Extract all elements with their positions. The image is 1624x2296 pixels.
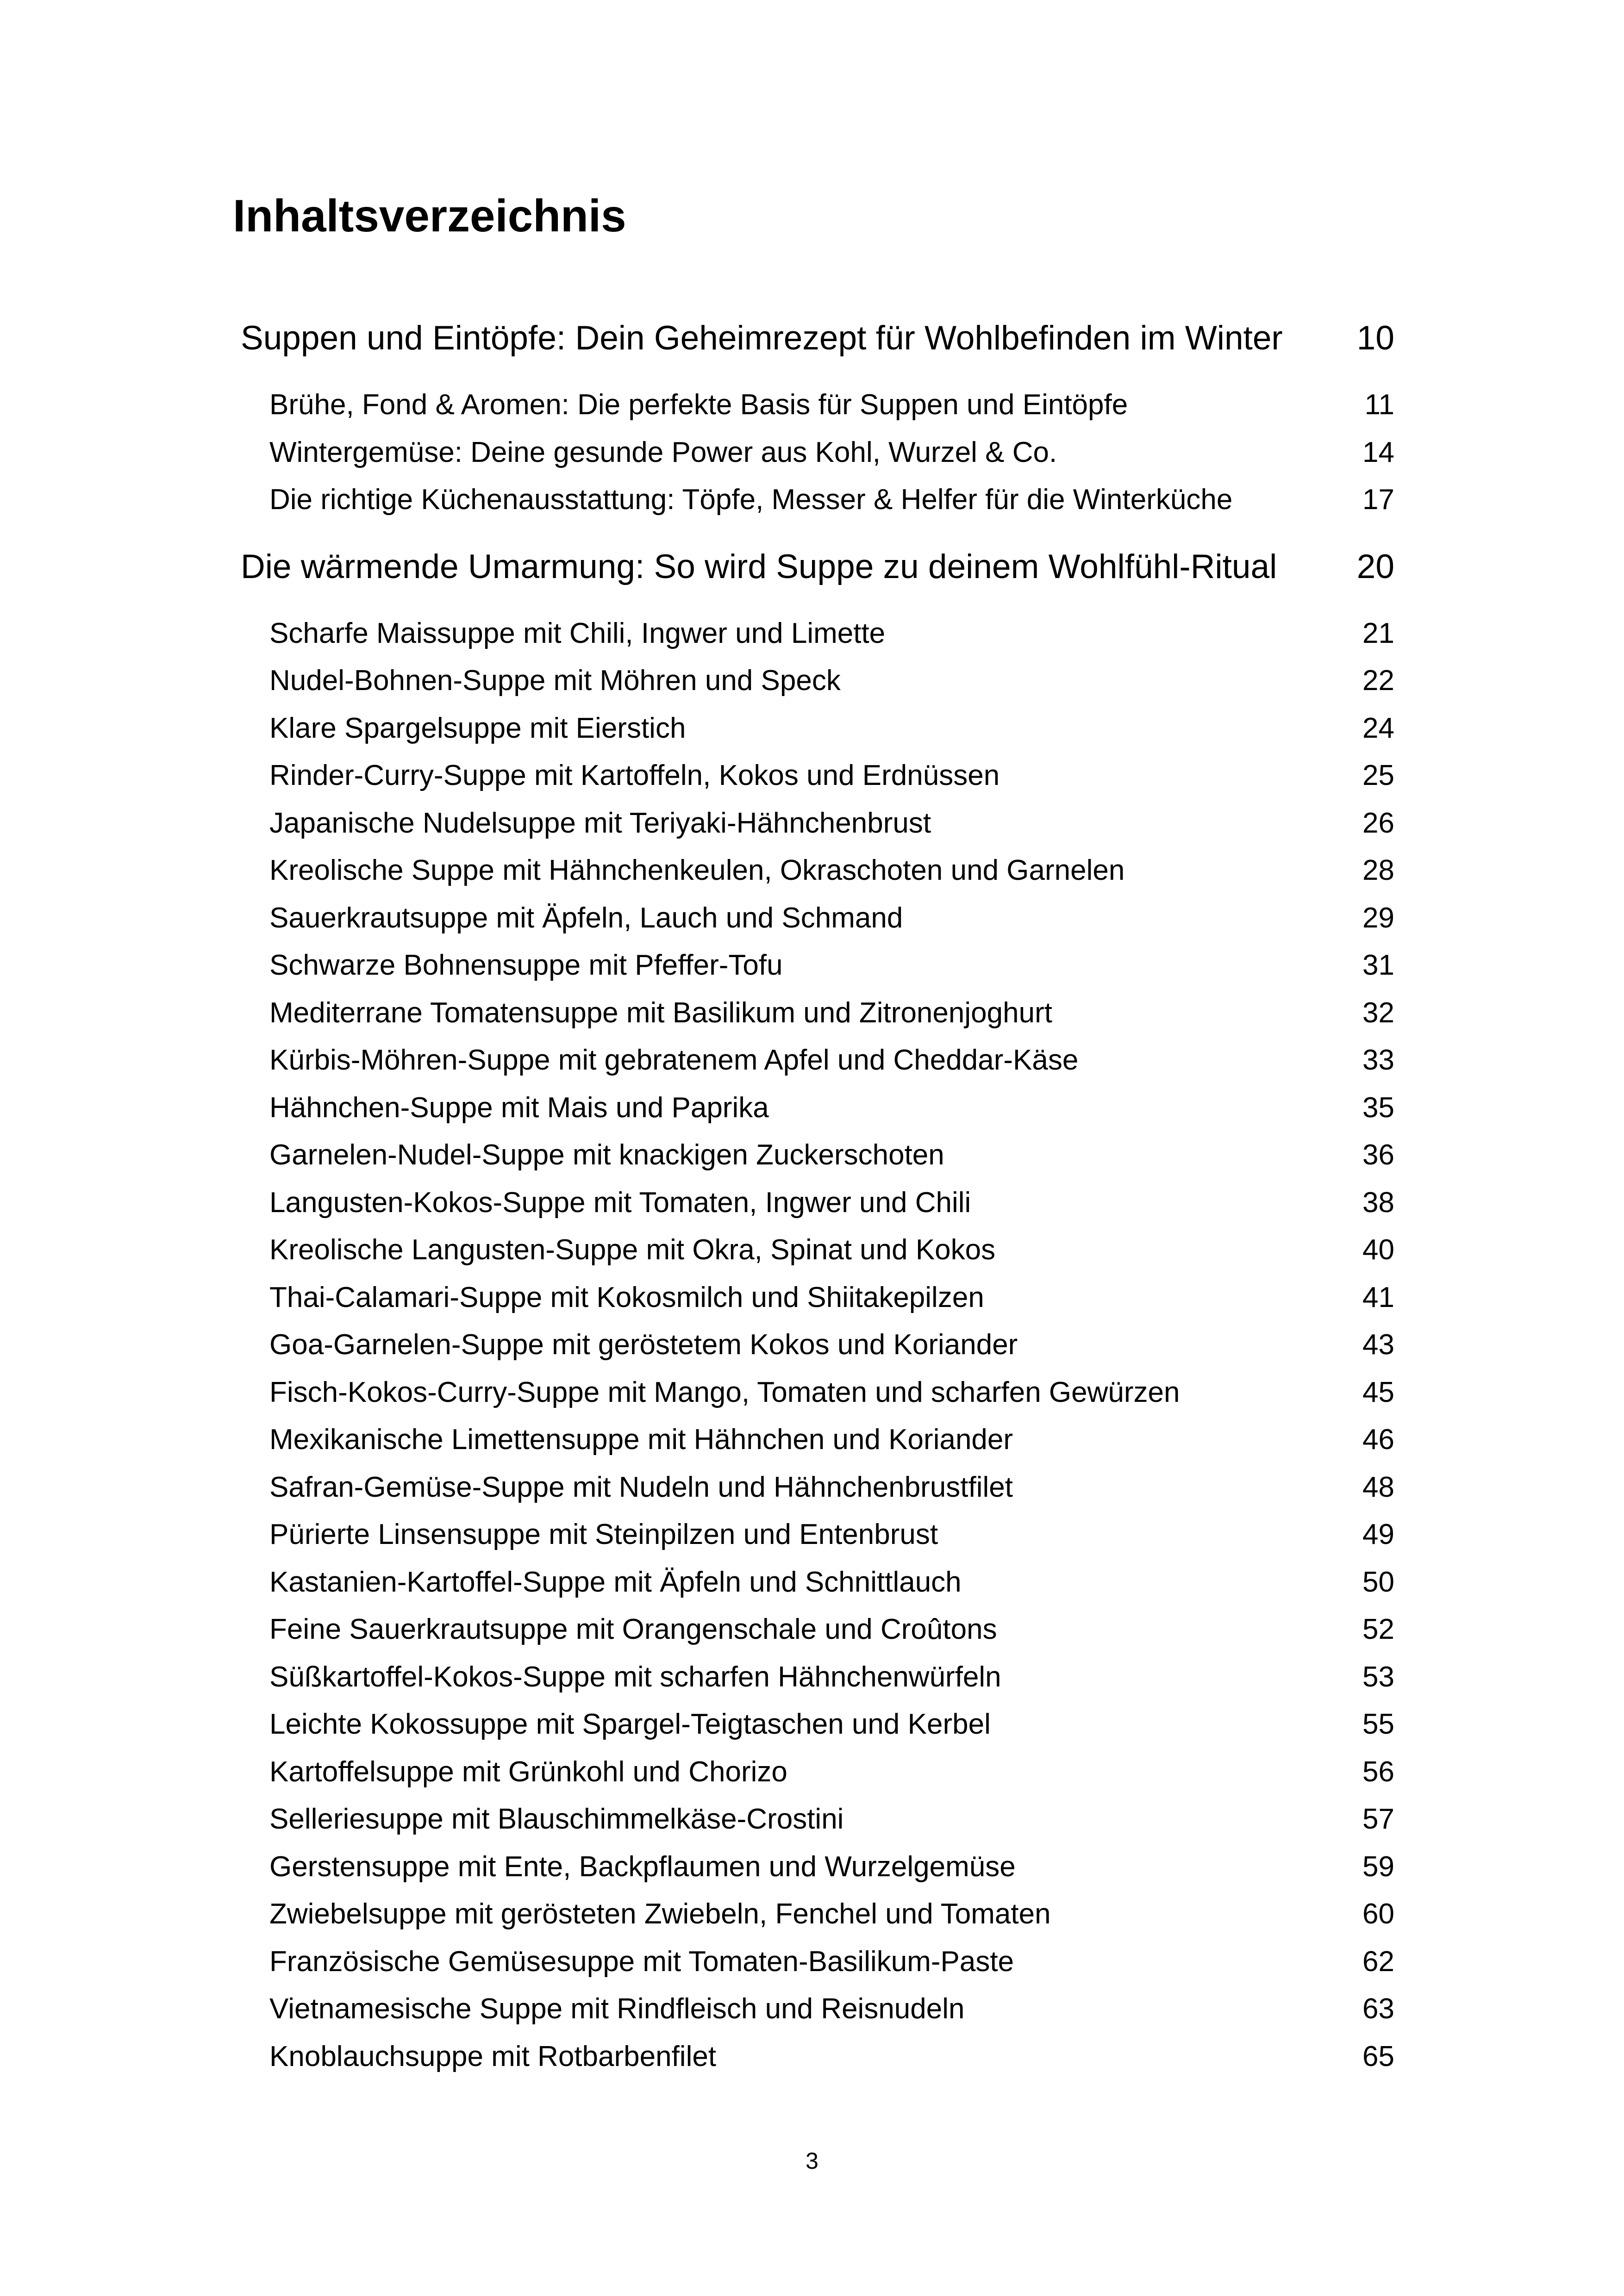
toc-entry[interactable] [241,1985,1394,2033]
toc-entry-page: 31 [1362,949,1394,982]
toc-entry[interactable] [241,1369,1394,1417]
toc-entry-page: 49 [1362,1518,1394,1551]
page-title: Inhaltsverzeichnis [233,190,626,241]
toc-entry-label: Langusten-Kokos-Suppe mit Tomaten, Ingwer und Chili [269,1186,971,1219]
page-number: 3 [806,2148,818,2174]
toc-entry[interactable] [241,1796,1394,1843]
toc-entry-label: Kreolische Suppe mit Hähnchenkeulen, Okraschoten und Garnelen [269,854,1125,887]
toc-entry[interactable] [241,1654,1394,1701]
toc-entry-label: Rinder-Curry-Suppe mit Kartoffeln, Kokos und Erdnüssen [269,759,1000,792]
toc-chapter-page: 20 [1356,548,1394,585]
toc-entry-label: Brühe, Fond & Aromen: Die perfekte Basis für Suppen und Eintöpfe [269,389,1128,421]
table-of-contents [241,295,1394,2080]
toc-entry[interactable] [241,381,1394,429]
toc-chapter[interactable] [241,295,1394,381]
toc-entry[interactable] [241,705,1394,753]
toc-entry-page: 63 [1362,1993,1394,2025]
toc-entry-label: Goa-Garnelen-Suppe mit geröstetem Kokos und Koriander [269,1329,1018,1361]
toc-entry[interactable] [241,1938,1394,1986]
toc-entry[interactable] [241,1606,1394,1654]
toc-entry-label: Mediterrane Tomatensuppe mit Basilikum und Zitronenjoghurt [269,996,1052,1029]
toc-chapter-label: Suppen und Eintöpfe: Dein Geheimrezept für Wohlbefinden im Winter [241,319,1283,357]
toc-entry[interactable] [241,610,1394,658]
toc-entry-page: 50 [1362,1566,1394,1598]
toc-entry-page: 35 [1362,1091,1394,1124]
toc-entry-page: 62 [1362,1945,1394,1978]
toc-entry-label: Französische Gemüsesuppe mit Tomaten-Basilikum-Paste [269,1945,1014,1978]
toc-entry-label: Mexikanische Limettensuppe mit Hähnchen und Koriander [269,1424,1013,1456]
toc-entry-page: 52 [1362,1613,1394,1646]
toc-entry-label: Leichte Kokossuppe mit Spargel-Teigtaschen und Kerbel [269,1708,991,1741]
toc-entry[interactable] [241,476,1394,524]
toc-entry-label: Vietnamesische Suppe mit Rindfleisch und Reisnudeln [269,1993,965,2025]
toc-entry-page: 65 [1362,2040,1394,2072]
toc-entry[interactable] [241,2033,1394,2081]
toc-entry[interactable] [241,657,1394,705]
toc-entry-page: 21 [1362,617,1394,649]
toc-entry[interactable] [241,1274,1394,1322]
toc-entry-label: Kastanien-Kartoffel-Suppe mit Äpfeln und Schnittlauch [269,1566,962,1598]
toc-entry-label: Knoblauchsuppe mit Rotbarbenfilet [269,2040,717,2072]
toc-entry[interactable] [241,1701,1394,1748]
toc-entry-label: Klare Spargelsuppe mit Eierstich [269,712,686,744]
toc-entry-page: 55 [1362,1708,1394,1741]
toc-entry[interactable] [241,942,1394,989]
toc-entry-page: 32 [1362,996,1394,1029]
toc-entry-label: Selleriesuppe mit Blauschimmelkäse-Crostini [269,1803,844,1836]
toc-entry[interactable] [241,1511,1394,1559]
toc-entry-page: 53 [1362,1661,1394,1693]
toc-entry-label: Gerstensuppe mit Ente, Backpflaumen und Wurzelgemüse [269,1850,1016,1883]
toc-entry-page: 36 [1362,1139,1394,1171]
toc-entry-page: 33 [1362,1044,1394,1076]
toc-entry-page: 45 [1362,1376,1394,1408]
toc-entry[interactable] [241,1559,1394,1606]
toc-entry-label: Wintergemüse: Deine gesunde Power aus Kohl, Wurzel & Co. [269,436,1057,468]
toc-entry-page: 38 [1362,1186,1394,1219]
toc-entry[interactable] [241,989,1394,1037]
toc-entry-page: 11 [1364,389,1394,421]
toc-chapter[interactable] [241,524,1394,610]
toc-entry-page: 40 [1362,1234,1394,1266]
toc-chapter-label: Die wärmende Umarmung: So wird Suppe zu deinem Wohlfühl-Ritual [241,548,1277,585]
toc-entry-page: 14 [1362,436,1394,468]
toc-entry-label: Kürbis-Möhren-Suppe mit gebratenem Apfel und Cheddar-Käse [269,1044,1079,1076]
toc-entry-page: 28 [1362,854,1394,887]
toc-entry-page: 48 [1362,1471,1394,1503]
toc-entry-label: Thai-Calamari-Suppe mit Kokosmilch und Shiitakepilzen [269,1281,984,1313]
toc-entry[interactable] [241,800,1394,847]
toc-entry-page: 26 [1362,807,1394,839]
toc-entry[interactable] [241,1416,1394,1464]
toc-entry-label: Süßkartoffel-Kokos-Suppe mit scharfen Hähnchenwürfeln [269,1661,1001,1693]
toc-entry[interactable] [241,752,1394,800]
toc-entry[interactable] [241,1748,1394,1796]
toc-entry-page: 41 [1362,1281,1394,1313]
toc-entry-label: Zwiebelsuppe mit gerösteten Zwiebeln, Fenchel und Tomaten [269,1898,1051,1930]
toc-entry-label: Safran-Gemüse-Suppe mit Nudeln und Hähnchenbrustfilet [269,1471,1013,1503]
toc-entry[interactable] [241,1084,1394,1132]
toc-entry-page: 17 [1362,484,1394,516]
toc-entry-label: Hähnchen-Suppe mit Mais und Paprika [269,1091,769,1124]
toc-entry-label: Die richtige Küchenausstattung: Töpfe, Messer & Helfer für die Winterküche [269,484,1233,516]
toc-entry-label: Sauerkrautsuppe mit Äpfeln, Lauch und Schmand [269,902,903,934]
toc-entry-label: Kartoffelsuppe mit Grünkohl und Chorizo [269,1755,787,1788]
toc-entry-label: Garnelen-Nudel-Suppe mit knackigen Zuckerschoten [269,1139,944,1171]
toc-entry-page: 57 [1362,1803,1394,1836]
toc-entry-label: Nudel-Bohnen-Suppe mit Möhren und Speck [269,665,841,697]
toc-entry[interactable] [241,1132,1394,1179]
toc-entry-page: 59 [1362,1850,1394,1883]
toc-entry-page: 60 [1362,1898,1394,1930]
toc-entry-page: 24 [1362,712,1394,744]
toc-entry-label: Japanische Nudelsuppe mit Teriyaki-Hähnchenbrust [269,807,931,839]
toc-entry-page: 56 [1362,1755,1394,1788]
toc-entry-page: 25 [1362,759,1394,792]
toc-entry-label: Fisch-Kokos-Curry-Suppe mit Mango, Tomaten und scharfen Gewürzen [269,1376,1180,1408]
toc-entry[interactable] [241,429,1394,477]
toc-entry[interactable] [241,1843,1394,1891]
toc-entry[interactable] [241,1321,1394,1369]
toc-entry[interactable] [241,1891,1394,1938]
toc-entry-page: 43 [1362,1329,1394,1361]
toc-entry-page: 29 [1362,902,1394,934]
toc-entry-label: Feine Sauerkrautsuppe mit Orangenschale und Croûtons [269,1613,997,1646]
toc-entry-label: Kreolische Langusten-Suppe mit Okra, Spinat und Kokos [269,1234,996,1266]
toc-entry-page: 22 [1362,665,1394,697]
toc-entry[interactable] [241,1464,1394,1512]
toc-entry-label: Schwarze Bohnensuppe mit Pfeffer-Tofu [269,949,783,982]
toc-entry[interactable] [241,1179,1394,1227]
toc-entry[interactable] [241,847,1394,895]
toc-entry[interactable] [241,1226,1394,1274]
toc-entry-label: Pürierte Linsensuppe mit Steinpilzen und Entenbrust [269,1518,938,1551]
toc-entry-label: Scharfe Maissuppe mit Chili, Ingwer und Limette [269,617,886,649]
toc-entry[interactable] [241,895,1394,942]
toc-entry[interactable] [241,1037,1394,1084]
toc-entry-page: 46 [1362,1424,1394,1456]
toc-chapter-page: 10 [1356,319,1394,357]
